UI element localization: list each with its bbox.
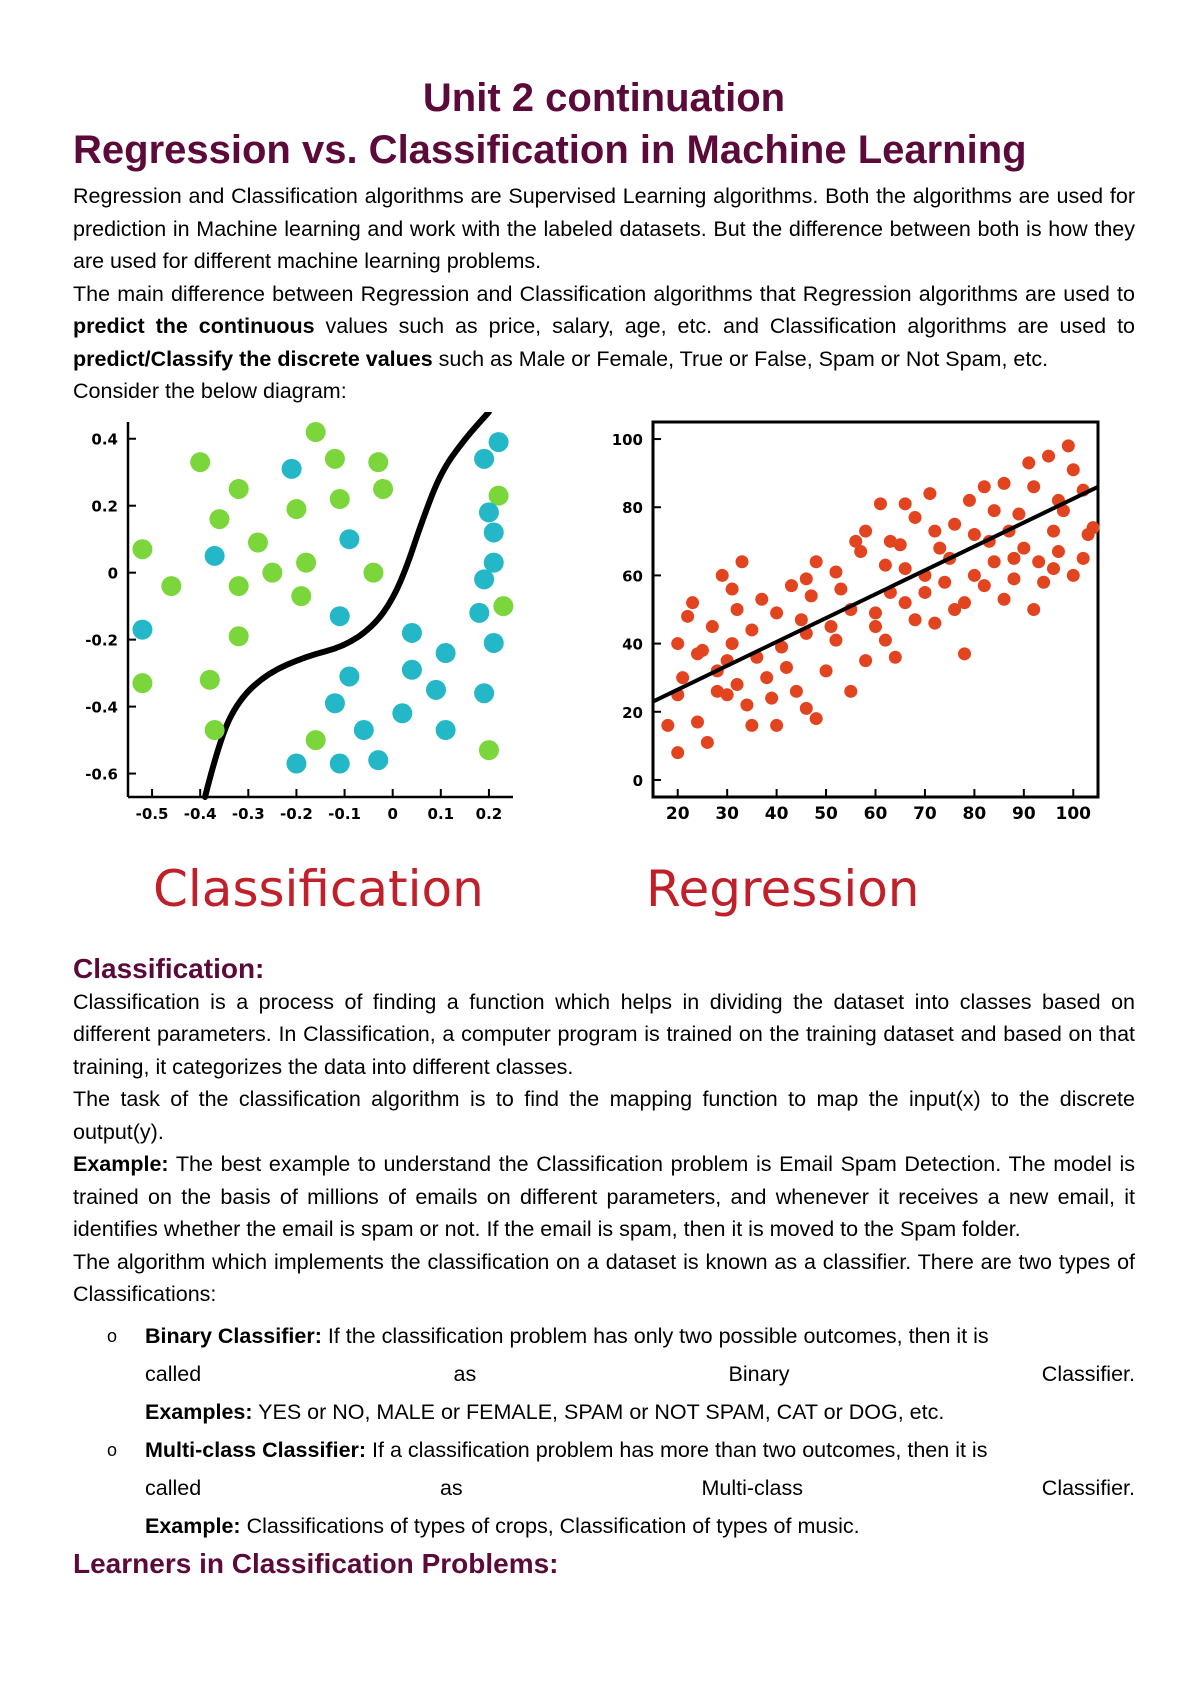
x-tick-label: 20 bbox=[665, 803, 690, 824]
data-point bbox=[810, 712, 823, 725]
data-point bbox=[701, 735, 714, 748]
data-point bbox=[968, 528, 981, 541]
data-point bbox=[1067, 568, 1080, 581]
data-point bbox=[661, 718, 674, 731]
data-point bbox=[928, 524, 941, 537]
green-class-point bbox=[363, 562, 383, 582]
data-point bbox=[859, 524, 872, 537]
data-point bbox=[1012, 507, 1025, 520]
data-point bbox=[731, 603, 744, 616]
list-item-multiclass: o Multi-class Classifier: If a classification problem has more than two outcomes, then it is called as Multi-class Classifier. Example: Classifications of types of crops, Classification of types of music. bbox=[145, 1431, 1135, 1545]
data-point bbox=[825, 620, 838, 633]
data-point bbox=[978, 480, 991, 493]
green-class-point bbox=[373, 478, 393, 498]
data-point bbox=[736, 555, 749, 568]
data-point bbox=[899, 596, 912, 609]
data-point bbox=[726, 637, 739, 650]
teal-class-point bbox=[282, 458, 302, 478]
green-class-point bbox=[286, 499, 306, 519]
teal-class-point bbox=[286, 753, 306, 773]
x-tick-label: -0.4 bbox=[183, 804, 217, 823]
data-point bbox=[1042, 449, 1055, 462]
teal-class-point bbox=[479, 502, 499, 522]
green-class-point bbox=[209, 509, 229, 529]
data-point bbox=[928, 616, 941, 629]
data-point bbox=[726, 582, 739, 595]
data-point bbox=[1027, 603, 1040, 616]
data-point bbox=[691, 715, 704, 728]
y-tick-label: 0.2 bbox=[91, 497, 118, 516]
data-point bbox=[998, 476, 1011, 489]
unit-title: Unit 2 continuation bbox=[422, 76, 786, 120]
green-class-point bbox=[368, 452, 388, 472]
data-point bbox=[854, 545, 867, 558]
data-point bbox=[681, 609, 694, 622]
green-class-point bbox=[229, 626, 249, 646]
x-tick-label: 0 bbox=[387, 804, 398, 823]
x-tick-label: -0.1 bbox=[328, 804, 361, 823]
learners-heading: Learners in Classification Problems: bbox=[73, 1547, 559, 1579]
green-class-point bbox=[262, 562, 282, 582]
teal-class-point bbox=[484, 552, 504, 572]
data-point bbox=[785, 579, 798, 592]
bold-predict-continuous: predict the continuous bbox=[73, 314, 315, 338]
data-point bbox=[968, 568, 981, 581]
teal-class-point bbox=[426, 679, 446, 699]
data-point bbox=[909, 510, 922, 523]
teal-class-point bbox=[402, 622, 422, 642]
teal-class-point bbox=[339, 666, 359, 686]
green-class-point bbox=[493, 596, 513, 616]
data-point bbox=[829, 565, 842, 578]
data-point bbox=[745, 623, 758, 636]
green-class-point bbox=[190, 452, 210, 472]
classification-paragraph-1: Classification is a process of finding a function which helps in dividing the dataset into classes based on different parameters. In Classification, a computer program is trained on the training dataset and based on that training, it categorizes the data into different classes. bbox=[73, 989, 1135, 1079]
teal-class-point bbox=[330, 606, 350, 626]
data-point bbox=[909, 613, 922, 626]
teal-class-point bbox=[484, 632, 504, 652]
y-tick-label: 40 bbox=[622, 635, 643, 654]
green-class-point bbox=[161, 576, 181, 596]
x-tick-label: -0.2 bbox=[280, 804, 313, 823]
teal-class-point bbox=[474, 569, 494, 589]
y-tick-label: 0 bbox=[107, 564, 118, 583]
green-class-point bbox=[306, 730, 326, 750]
data-point bbox=[706, 620, 719, 633]
data-point bbox=[1047, 524, 1060, 537]
data-point bbox=[938, 575, 951, 588]
multiclass-spread-line: called as Multi-class Classifier. bbox=[145, 1475, 1135, 1500]
data-point bbox=[810, 555, 823, 568]
list-item-binary: o Binary Classifier: If the classification problem has only two possible outcomes, then it is called as Binary Classifier. Examples: YES or NO, MALE or FEMALE, SPAM or NOT SPAM, CAT or DOG, etc. bbox=[145, 1317, 1135, 1431]
green-class-point bbox=[200, 669, 220, 689]
green-class-point bbox=[479, 740, 499, 760]
data-point bbox=[790, 684, 803, 697]
green-class-point bbox=[325, 448, 345, 468]
green-class-point bbox=[132, 673, 152, 693]
data-point bbox=[770, 718, 783, 731]
y-tick-label: 60 bbox=[622, 566, 643, 585]
example-label: Example: bbox=[73, 1152, 169, 1176]
data-point bbox=[740, 698, 753, 711]
data-point bbox=[859, 654, 872, 667]
data-point bbox=[948, 517, 961, 530]
classification-chart bbox=[73, 412, 593, 862]
x-tick-label: 60 bbox=[863, 803, 888, 824]
data-point bbox=[1037, 575, 1050, 588]
data-point bbox=[820, 664, 833, 677]
data-point bbox=[755, 592, 768, 605]
regression-caption: Regression bbox=[646, 859, 920, 918]
data-point bbox=[770, 606, 783, 619]
classification-example: Example: The best example to understand the Classification problem is Email Spam Detection. The model is trained on the basis of millions of emails on different parameters, and whenever it receives a new email, it identifies whether the email is spam or not. If the email is spam, then it is moved to the Spam folder. bbox=[73, 1152, 1135, 1241]
x-tick-label: -0.3 bbox=[231, 804, 265, 823]
teal-class-point bbox=[354, 720, 374, 740]
data-point bbox=[1062, 439, 1075, 452]
data-point bbox=[869, 620, 882, 633]
y-tick-label: 100 bbox=[611, 430, 643, 449]
data-point bbox=[978, 579, 991, 592]
data-point bbox=[671, 637, 684, 650]
y-tick-label: 80 bbox=[622, 498, 643, 517]
intro-paragraph-1: Regression and Classification algorithms are Supervised Learning algorithms. Both the algorithms are used for prediction in Machine learning and work with the labeled datasets. But the difference between both is how they are used for different machine learning problems. bbox=[73, 184, 1135, 273]
x-tick-label: 50 bbox=[814, 803, 838, 824]
classification-heading: Classification: bbox=[73, 952, 265, 984]
x-tick-label: 100 bbox=[1055, 803, 1092, 824]
data-point bbox=[1027, 480, 1040, 493]
teal-class-point bbox=[132, 619, 152, 639]
data-point bbox=[958, 596, 971, 609]
x-tick-label: -0.5 bbox=[135, 804, 169, 823]
data-point bbox=[780, 660, 793, 673]
data-point bbox=[879, 558, 892, 571]
y-tick-label: 20 bbox=[622, 703, 643, 722]
data-point bbox=[805, 589, 818, 602]
green-class-point bbox=[205, 720, 225, 740]
teal-class-point bbox=[484, 522, 504, 542]
y-tick-label: -0.6 bbox=[85, 765, 118, 784]
teal-class-point bbox=[436, 643, 456, 663]
green-class-point bbox=[248, 532, 268, 552]
data-point bbox=[1067, 463, 1080, 476]
green-class-point bbox=[296, 552, 316, 572]
green-class-point bbox=[229, 576, 249, 596]
x-tick-label: 40 bbox=[764, 803, 789, 824]
teal-class-point bbox=[402, 659, 422, 679]
data-point bbox=[988, 504, 1001, 517]
page-title: Regression vs. Classification in Machine Learning bbox=[73, 128, 1027, 172]
data-point bbox=[800, 701, 813, 714]
data-point bbox=[958, 647, 971, 660]
teal-class-point bbox=[474, 448, 494, 468]
data-point bbox=[1047, 562, 1060, 575]
circle-bullet-icon: o bbox=[107, 1325, 118, 1346]
data-point bbox=[686, 596, 699, 609]
data-point bbox=[721, 688, 734, 701]
data-point bbox=[1087, 521, 1100, 534]
data-point bbox=[1077, 551, 1090, 564]
data-point bbox=[745, 718, 758, 731]
teal-class-point bbox=[489, 432, 509, 452]
classification-paragraph-4: The algorithm which implements the classification on a dataset is known as a classifier. There are two types of Classifications: bbox=[73, 1249, 1135, 1306]
bold-predict-discrete: predict/Classify the discrete values bbox=[73, 346, 433, 371]
data-point bbox=[874, 497, 887, 510]
data-point bbox=[1017, 541, 1030, 554]
document-page bbox=[73, 72, 1135, 1581]
data-point bbox=[889, 650, 902, 663]
data-point bbox=[691, 647, 704, 660]
data-point bbox=[963, 493, 976, 506]
data-point bbox=[1032, 555, 1045, 568]
regression-fit-line bbox=[653, 486, 1098, 701]
teal-class-point bbox=[368, 750, 388, 770]
y-tick-label: -0.4 bbox=[85, 698, 118, 717]
teal-class-point bbox=[436, 720, 456, 740]
data-point bbox=[899, 497, 912, 510]
teal-class-point bbox=[330, 753, 350, 773]
data-point bbox=[1022, 456, 1035, 469]
data-point bbox=[1007, 572, 1020, 585]
green-class-point bbox=[229, 478, 249, 498]
intro-paragraph-3: Consider the below diagram: bbox=[73, 379, 347, 403]
data-point bbox=[765, 691, 778, 704]
data-point bbox=[879, 633, 892, 646]
data-point bbox=[834, 582, 847, 595]
teal-class-point bbox=[339, 529, 359, 549]
x-tick-label: 90 bbox=[1011, 803, 1036, 824]
green-class-point bbox=[330, 489, 350, 509]
data-point bbox=[676, 671, 689, 684]
data-point bbox=[829, 633, 842, 646]
teal-class-point bbox=[469, 602, 489, 622]
regression-chart bbox=[593, 412, 1133, 862]
data-point bbox=[671, 746, 684, 759]
circle-bullet-icon: o bbox=[107, 1439, 118, 1460]
data-point bbox=[899, 562, 912, 575]
y-tick-label: 0.4 bbox=[91, 430, 118, 449]
data-point bbox=[800, 572, 813, 585]
data-point bbox=[760, 671, 773, 684]
teal-class-point bbox=[392, 703, 412, 723]
data-point bbox=[998, 592, 1011, 605]
x-tick-label: 0.1 bbox=[427, 804, 455, 823]
data-point bbox=[731, 678, 744, 691]
data-point bbox=[1052, 545, 1065, 558]
y-tick-label: -0.2 bbox=[85, 631, 118, 650]
classifier-types-list bbox=[73, 1317, 1135, 1545]
x-tick-label: 70 bbox=[913, 803, 937, 824]
x-tick-label: 30 bbox=[715, 803, 740, 824]
green-class-point bbox=[132, 539, 152, 559]
x-tick-label: 0.2 bbox=[475, 804, 503, 823]
data-point bbox=[933, 541, 946, 554]
binary-spread-line: called as Binary Classifier. bbox=[145, 1361, 1135, 1386]
green-class-point bbox=[291, 586, 311, 606]
teal-class-point bbox=[474, 683, 494, 703]
data-point bbox=[869, 606, 882, 619]
data-point bbox=[795, 613, 808, 626]
green-class-point bbox=[306, 422, 326, 442]
data-point bbox=[844, 684, 857, 697]
intro-paragraph-2: The main difference between Regression and Classification algorithms that Regression algorithms are used to predict the continuous values such as price, salary, age, etc. and Classification algorithms are used to predict/Classify the discrete values such as Male or Female, True or False, Spam or Not Spam, etc. bbox=[73, 281, 1135, 371]
data-point bbox=[918, 585, 931, 598]
green-class-point bbox=[489, 485, 509, 505]
x-tick-label: 80 bbox=[962, 803, 987, 824]
data-point bbox=[1007, 551, 1020, 564]
data-point bbox=[988, 555, 1001, 568]
comparison-figure bbox=[73, 412, 1135, 952]
classification-paragraph-2: The task of the classification algorithm is to find the mapping function to map the input(x) to the discrete output(y). bbox=[73, 1087, 1135, 1144]
data-point bbox=[923, 487, 936, 500]
classification-caption: Classification bbox=[153, 859, 484, 918]
data-point bbox=[884, 534, 897, 547]
y-tick-label: 0 bbox=[632, 771, 643, 790]
data-point bbox=[716, 568, 729, 581]
teal-class-point bbox=[325, 693, 345, 713]
teal-class-point bbox=[205, 545, 225, 565]
